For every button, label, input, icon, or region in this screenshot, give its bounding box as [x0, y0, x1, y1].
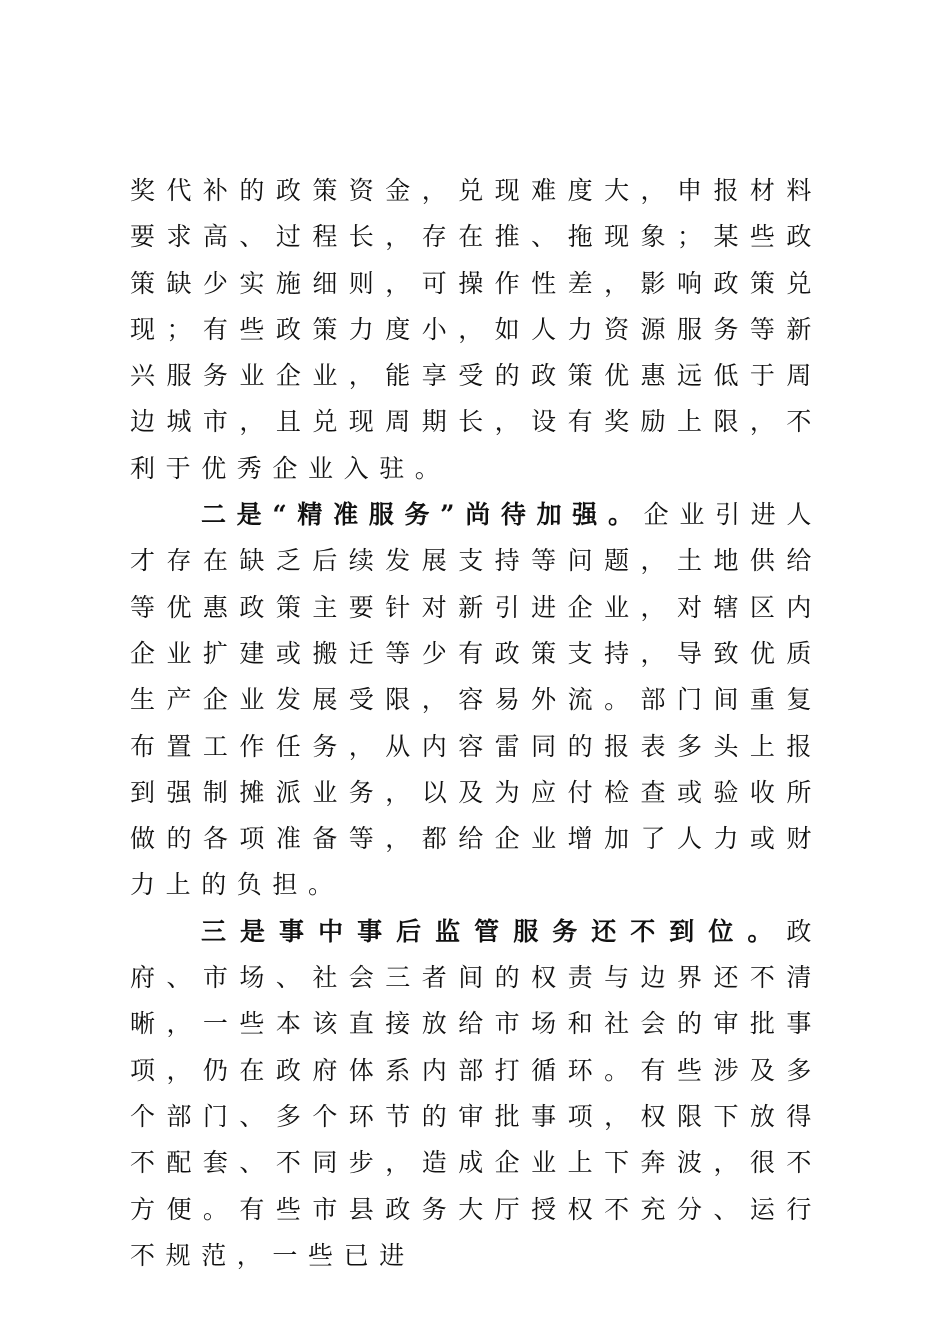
paragraph-text: 奖代补的政策资金，兑现难度大，申报材料要求高、过程长，存在推、拖现象；某些政策缺少实施细则，可操作性差，影响政策兑现；有些政策力度小，如人力资源服务等新兴服务业企业，能享受的政策优惠远低于周边城市，且兑现周期长，设有奖励上限，不利于优秀企业入驻。: [130, 176, 822, 483]
paragraph-lead: 三是事中事后监管服务还不到位。: [201, 916, 787, 946]
paragraph-text: 企业引进人才存在缺乏后续发展支持等问题，土地供给等优惠政策主要针对新引进企业，对辖区内企业扩建或搬迁等少有政策支持，导致优质生产企业发展受限，容易外流。部门间重复布置工作任务，从内容雷同的报表多头上报到强制摊派业务，以及为应付检查或验收所做的各项准备等，都给企业增加了人力或财力上的负担。: [130, 500, 822, 900]
document-body: [130, 168, 822, 1279]
paragraph-policy-continuation: [130, 168, 822, 492]
paragraph-text: 政府、市场、社会三者间的权责与边界还不清晰，一些本该直接放给市场和社会的审批事项，仍在政府体系内部打循环。有些涉及多个部门、多个环节的审批事项，权限下放得不配套、不同步，造成企业上下奔波，很不方便。有些市县政务大厅授权不充分、运行不规范，一些已进: [130, 916, 822, 1270]
paragraph-precise-service: [130, 492, 822, 909]
paragraph-supervision-service: [130, 909, 822, 1279]
paragraph-lead: 二是“精准服务”尚待加强。: [201, 500, 644, 530]
